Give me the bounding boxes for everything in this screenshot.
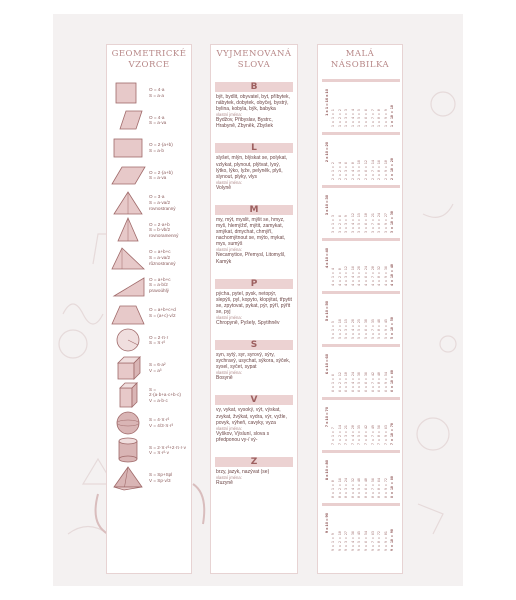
multiplication-row: 1 x 7 = 7 xyxy=(370,109,375,127)
word-list: pýcha, pytel, pysk, netopýr, slepýš, pyl, kopyto, klopýtat, třpytit se, zpytovat, pykat, pýr, pýří, pýřit se, pyj xyxy=(216,290,292,315)
multiplication-row: 7 x 4 = 28 xyxy=(350,425,355,445)
multiplication-row: 2 x 1 = 2 xyxy=(331,162,335,180)
multiplication-row: 3 x 2 = 6 xyxy=(337,215,342,233)
shape-formula: O = a+b+c S = a·b/2 pravoúhlý xyxy=(149,276,171,294)
multiplication-row: 6 x 10 = 60 xyxy=(390,370,395,392)
multiplication-row: 1 x 9 = 9 xyxy=(383,109,388,127)
geometry-strip xyxy=(106,44,192,574)
shape-row xyxy=(110,189,188,217)
letter-heading: Z xyxy=(215,457,293,467)
block-divider xyxy=(322,503,400,506)
shape-formula: O = 3·a S = a·va/2 rovnostranný xyxy=(149,194,176,211)
multiplication-row: 7 x 9 = 63 xyxy=(383,425,388,445)
circle-icon xyxy=(110,327,146,353)
multiplication-row: 7 x 5 = 35 xyxy=(357,425,362,445)
multiplication-row: 7 x 8 = 56 xyxy=(377,425,382,445)
multiplication-row: 6 x 2 = 12 xyxy=(337,372,342,392)
letter-heading: M xyxy=(215,205,293,215)
multiplication-row: 1 x 3 = 3 xyxy=(344,109,349,127)
multiplication-row: 6 x 1 = 6 xyxy=(331,374,335,392)
letter-heading: L xyxy=(215,143,293,153)
multiplication-row: 5 x 7 = 35 xyxy=(370,319,375,339)
multiplication-row: 9 x 4 = 36 xyxy=(350,531,355,551)
cylinder-icon xyxy=(110,437,146,463)
multiplication-row: 8 x 9 = 72 xyxy=(383,478,388,498)
multiplication-block xyxy=(322,79,400,127)
multiplication-row: 1 x 5 = 5 xyxy=(357,109,362,127)
multiplication-row: 6 x 9 = 54 xyxy=(383,372,388,392)
multiplication-row: 9 x 2 = 18 xyxy=(337,531,342,551)
block-label: 3 x 10 = 30 xyxy=(324,195,329,216)
multiplication-row: 1 x 6 = 6 xyxy=(364,109,368,127)
multiplication-block xyxy=(322,503,400,551)
multiplication-row: 2 x 9 = 18 xyxy=(383,160,388,180)
shape-formula: O = 4·a S = a·va xyxy=(149,114,167,126)
multiplication-row: 2 x 6 = 12 xyxy=(364,160,368,180)
block-label: 4 x 10 = 40 xyxy=(324,248,329,269)
shape-formula: O = 2·a+b S = b·vb/2 rovnoramenný xyxy=(149,221,179,239)
pyramid-icon xyxy=(110,465,146,491)
multiplication-block xyxy=(322,238,400,286)
word-list: syn, sytý, syr, syrový, sýry, sychravý, usychat, sýkora, sýček, sysel, syčet, sypat xyxy=(216,352,291,371)
multiplication-row: 4 x 7 = 28 xyxy=(370,266,375,286)
proper-names-label: vlastní jména: xyxy=(216,370,242,376)
multiplication-block xyxy=(322,291,400,339)
proper-names: Volyně xyxy=(216,184,232,191)
block-divider xyxy=(322,291,400,294)
multiplication-row: 3 x 7 = 21 xyxy=(370,213,375,233)
shape-row xyxy=(110,107,188,135)
multiplication-row: 8 x 5 = 40 xyxy=(357,478,362,498)
multiplication-row: 4 x 9 = 36 xyxy=(383,266,388,286)
multiplication-row: 3 x 9 = 27 xyxy=(383,213,388,233)
shape-row xyxy=(110,134,188,162)
multiplication-row: 1 x 4 = 4 xyxy=(350,109,355,127)
block-label: 7 x 10 = 70 xyxy=(324,407,329,428)
multiplication-row: 8 x 2 = 16 xyxy=(337,478,342,498)
multiplication-row: 9 x 8 = 72 xyxy=(377,531,382,551)
multiplication-row: 1 x 10 = 10 xyxy=(390,105,395,127)
multiplication-row: 4 x 3 = 12 xyxy=(344,266,349,286)
multiplication-row: 5 x 4 = 20 xyxy=(350,319,355,339)
multiplication-row: 9 x 5 = 45 xyxy=(357,531,362,551)
multiplication-row: 9 x 6 = 54 xyxy=(364,531,368,551)
multiplication-block xyxy=(322,397,400,445)
shape-formula: S = 2·π·r²+2·π·r·v V = π·r²·v xyxy=(149,444,186,456)
multiplication-block xyxy=(322,344,400,392)
shape-formula: S = 6·a² V = a³ xyxy=(149,362,166,373)
multiplication-row: 9 x 10 = 90 xyxy=(390,529,395,551)
block-label: 6 x 10 = 60 xyxy=(324,354,329,375)
shape-formula: S = 2·(a·b+a·c+b·c) V = a·b·c xyxy=(149,386,181,404)
multiplication-row: 3 x 4 = 12 xyxy=(350,213,355,233)
multiplication-row: 7 x 7 = 49 xyxy=(370,425,375,445)
multiplication-row: 8 x 7 = 56 xyxy=(370,478,375,498)
triangle-general-icon xyxy=(110,245,146,271)
block-label: 5 x 10 = 50 xyxy=(324,301,329,322)
multiplication-row: 7 x 1 = 7 xyxy=(331,427,335,445)
block-label: 8 x 10 = 80 xyxy=(324,460,329,481)
isosceles-triangle-icon xyxy=(110,217,146,243)
multiplication-row: 4 x 10 = 40 xyxy=(390,264,395,286)
multiplication-row: 6 x 8 = 48 xyxy=(377,372,382,392)
multiplication-table xyxy=(318,79,402,569)
multiplication-row: 7 x 2 = 14 xyxy=(337,425,342,445)
poster-sheet xyxy=(53,14,463,586)
rectangle-icon xyxy=(110,135,146,161)
shape-row xyxy=(110,464,188,492)
letter-heading: P xyxy=(215,279,293,289)
multiplication-row: 4 x 1 = 4 xyxy=(331,268,335,286)
shape-row xyxy=(110,382,188,410)
multiplication-row: 3 x 10 = 30 xyxy=(390,211,395,233)
block-divider xyxy=(322,344,400,347)
proper-names-label: vlastní jména: xyxy=(216,112,242,118)
block-divider xyxy=(322,132,400,135)
multiplication-row: 8 x 10 = 80 xyxy=(390,476,395,498)
multiplication-row: 4 x 6 = 24 xyxy=(364,266,368,286)
words-title: VYJMENOVANÁ SLOVA xyxy=(216,49,292,70)
multiplication-row: 3 x 1 = 3 xyxy=(331,215,335,233)
multiplication-row: 1 x 8 = 8 xyxy=(377,109,382,127)
multiplication-row: 2 x 7 = 14 xyxy=(370,160,375,180)
parallelogram-icon xyxy=(110,107,146,133)
multiplication-row: 6 x 6 = 36 xyxy=(364,372,368,392)
multiplication-row: 7 x 3 = 21 xyxy=(344,425,349,445)
proper-names: Chropyně, Pyšely, Spytihněv xyxy=(216,319,280,326)
shape-row xyxy=(110,437,188,465)
words-strip xyxy=(210,44,298,574)
multiplication-row: 5 x 9 = 45 xyxy=(383,319,388,339)
block-label: 1 x 1 = 10 x 10 xyxy=(324,89,329,116)
letter-heading: V xyxy=(215,395,293,405)
multiplication-row: 5 x 8 = 40 xyxy=(377,319,382,339)
shape-row xyxy=(110,409,188,437)
shape-formula: O = a+b+c S = a·va/2 různostranný xyxy=(149,249,176,266)
block-label: 9 x 10 = 90 xyxy=(324,513,329,534)
multiplication-row: 1 x 2 = 2 xyxy=(337,109,342,127)
multiplication-row: 2 x 5 = 10 xyxy=(357,160,362,180)
shape-formula: O = 2·π·r S = π·r² xyxy=(149,334,169,346)
multiplication-row: 4 x 8 = 32 xyxy=(377,266,382,286)
multiplication-row: 5 x 3 = 15 xyxy=(344,319,349,339)
letter-heading: S xyxy=(215,340,293,350)
multiplication-row: 2 x 10 = 20 xyxy=(390,158,395,180)
shape-formula: O = 2·(a+b) S = a·va xyxy=(149,169,173,181)
block-divider xyxy=(322,79,400,82)
multiplication-row: 5 x 2 = 10 xyxy=(337,319,342,339)
multiplication-row: 5 x 6 = 30 xyxy=(364,319,368,339)
multiplication-row: 3 x 5 = 15 xyxy=(357,213,362,233)
multiplication-row: 8 x 8 = 64 xyxy=(377,478,382,498)
geometry-title: GEOMETRICKÉ VZORCE xyxy=(111,49,187,70)
equilateral-triangle-icon xyxy=(110,190,146,216)
multiplication-block xyxy=(322,450,400,498)
cube-icon xyxy=(110,355,146,381)
multiplication-row: 2 x 2 = 4 xyxy=(337,162,342,180)
sphere-icon xyxy=(110,410,146,436)
shape-row xyxy=(110,327,188,355)
multiplication-row: 7 x 10 = 70 xyxy=(390,423,395,445)
word-list: slyšet, mlýn, blýskat se, polykat, vzlykat, plynout, plýtvat, lysý, lýtko, lýko, lyže, pelyněk, plyš, slynout, plyky, vlys xyxy=(216,155,288,180)
multiplication-row: 3 x 3 = 9 xyxy=(344,215,349,233)
multiplication-title: MALÁ NÁSOBILKA xyxy=(330,49,390,70)
multiplication-strip xyxy=(317,44,403,574)
multiplication-row: 5 x 5 = 25 xyxy=(357,319,362,339)
proper-names-label: vlastní jména: xyxy=(216,314,242,320)
word-list: my, mýt, myslit, mýlit se, hmyz, myš, hlemýžď, mýtit, zamykat, smýkat, dmychat, chmýří, nachomýtnout se, mýto, mykat, mys, sumýš xyxy=(216,216,286,248)
multiplication-block xyxy=(322,132,400,180)
word-list: být, bydlit, obyvatel, byt, příbytek, nábytek, dobytek, obyčej, bystrý, bylina, kobyla, býk, babyka xyxy=(216,94,290,113)
multiplication-row: 9 x 1 = 9 xyxy=(331,533,335,551)
multiplication-block xyxy=(322,185,400,233)
cuboid-icon xyxy=(110,382,146,408)
multiplication-row: 9 x 7 = 63 xyxy=(370,531,375,551)
words-list xyxy=(211,82,297,486)
block-divider xyxy=(322,185,400,188)
multiplication-row: 7 x 6 = 42 xyxy=(364,425,368,445)
shape-formula: O = a+b+c+d S = (a+c)·v/2 xyxy=(149,307,176,318)
word-list: brzy, jazyk, nazývat (se) xyxy=(216,468,270,475)
multiplication-row: 1 x 1 = 1 xyxy=(331,109,335,127)
multiplication-row: 9 x 3 = 27 xyxy=(344,531,349,551)
proper-names-label: vlastní jména: xyxy=(216,247,242,253)
shape-formula: S = Sp+Spl V = Sp·v/3 xyxy=(149,472,173,483)
multiplication-row: 2 x 8 = 16 xyxy=(377,160,382,180)
multiplication-row: 8 x 4 = 32 xyxy=(350,478,355,498)
multiplication-row: 9 x 9 = 81 xyxy=(383,531,388,551)
shape-row xyxy=(110,299,188,327)
shape-formula: O = 2·(a+b) S = a·b xyxy=(149,142,173,153)
multiplication-row: 8 x 6 = 48 xyxy=(364,478,368,498)
proper-names: Vyškov, Výsluní, slova s předponou vy-/ vý- xyxy=(216,430,270,443)
multiplication-row: 4 x 5 = 20 xyxy=(357,266,362,286)
multiplication-row: 4 x 4 = 16 xyxy=(350,266,355,286)
shape-row xyxy=(110,272,188,300)
square-icon xyxy=(110,80,146,106)
shape-formula: O = 4·a S = a·a xyxy=(149,87,165,98)
shape-row xyxy=(110,162,188,190)
multiplication-row: 3 x 8 = 24 xyxy=(377,213,382,233)
geometry-list xyxy=(107,79,191,492)
trapezoid-icon xyxy=(110,300,146,326)
proper-names-label: vlastní jména: xyxy=(216,475,242,480)
multiplication-row: 3 x 6 = 18 xyxy=(364,213,368,233)
multiplication-row: 5 x 10 = 50 xyxy=(390,317,395,339)
block-divider xyxy=(322,397,400,400)
word-list: vy, vykat, vysoký, výt, výskat, zvykat, žvýkat, vydra, výr, vyžle, povyk, výheň, cavyky, vyza xyxy=(216,407,287,426)
proper-names-label: vlastní jména: xyxy=(216,179,242,185)
multiplication-row: 8 x 3 = 24 xyxy=(344,478,349,498)
multiplication-row: 6 x 5 = 30 xyxy=(357,372,362,392)
multiplication-row: 6 x 7 = 42 xyxy=(370,372,375,392)
parallelogram-wide-icon xyxy=(110,162,146,188)
proper-names: Bosyně xyxy=(216,375,233,382)
multiplication-row: 8 x 1 = 8 xyxy=(331,480,335,498)
proper-names: Necamytice, Přemysl, Litomyšl, Kamýk xyxy=(216,252,286,265)
multiplication-row: 5 x 1 = 5 xyxy=(331,321,335,339)
right-triangle-icon xyxy=(110,272,146,298)
proper-names: Ruzyně xyxy=(216,480,233,486)
block-divider xyxy=(322,450,400,453)
multiplication-row: 2 x 3 = 6 xyxy=(344,162,349,180)
shape-row xyxy=(110,244,188,272)
proper-names-label: vlastní jména: xyxy=(216,425,242,431)
multiplication-row: 4 x 2 = 8 xyxy=(337,268,342,286)
shape-formula: S = 4·π·r² V = 4/3·π·r³ xyxy=(149,417,173,428)
multiplication-row: 2 x 4 = 8 xyxy=(350,162,355,180)
shape-row xyxy=(110,354,188,382)
block-divider xyxy=(322,238,400,241)
multiplication-row: 6 x 4 = 24 xyxy=(350,372,355,392)
block-label: 2 x 10 = 20 xyxy=(324,142,329,163)
proper-names: Bydžov, Přibyslav, Bystrc, Hrabyně, Zbyněk, Zbyšek xyxy=(216,117,273,130)
shape-row xyxy=(110,79,188,107)
shape-row xyxy=(110,217,188,245)
multiplication-row: 6 x 3 = 18 xyxy=(344,372,349,392)
letter-heading: B xyxy=(215,82,293,92)
